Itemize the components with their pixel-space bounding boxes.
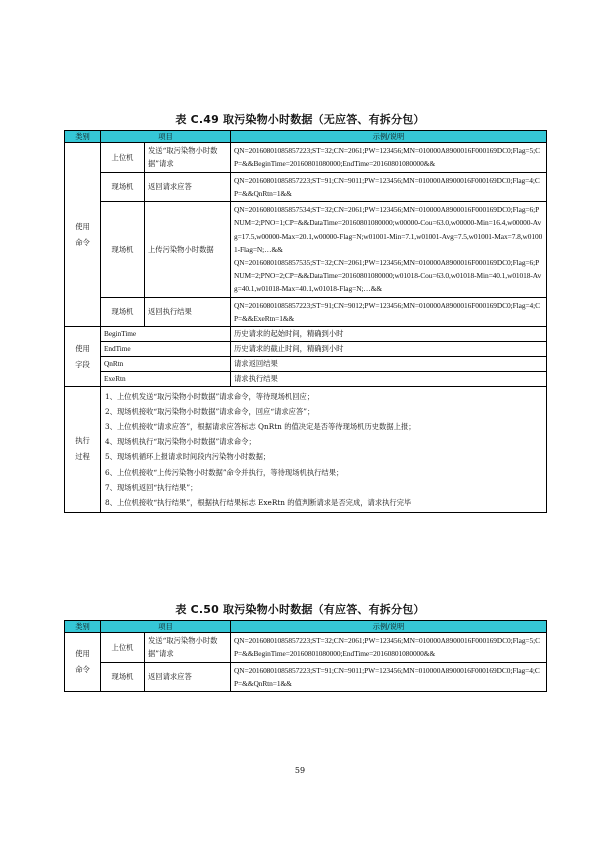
message-cell: QN=20160801085857223;ST=91;CN=9011;PW=123456;MN=010000A8900016F000169DC0;Flag=4;CP=&&QnRtn=1&& <box>231 662 547 691</box>
header-item: 项目 <box>101 621 231 633</box>
table-c50 <box>64 620 547 692</box>
action-cell: 返回请求应答 <box>145 172 231 201</box>
header-example: 示例/说明 <box>231 621 547 633</box>
device-cell: 上位机 <box>101 633 145 663</box>
action-cell: 返回执行结果 <box>145 297 231 326</box>
category-use-command <box>65 143 101 327</box>
table-c50-title: 表 C.50 取污染物小时数据（有应答、有拆分包） <box>175 603 425 616</box>
process-step: 5、现场机循环上报请求时间段内污染物小时数据； <box>105 452 271 462</box>
category-label: 使用 字段 <box>75 343 90 369</box>
device-cell: 上位机 <box>101 143 145 173</box>
message-cell <box>231 202 547 297</box>
process-step: 7、现场机返回“执行结果”； <box>105 482 198 492</box>
category-process <box>65 387 101 513</box>
device-cell: 现场机 <box>101 172 145 201</box>
table-row <box>65 327 547 342</box>
field-name: QnRtn <box>101 357 231 372</box>
table-row <box>65 372 547 387</box>
field-desc: 历史请求的起始时间，精确到小时 <box>231 327 547 342</box>
action-cell: 上传污染物小时数据 <box>145 202 231 297</box>
page-number: 59 <box>294 766 306 775</box>
process-step: 2、现场机接收“取污染物小时数据”请求命令，回应“请求应答”； <box>105 407 315 417</box>
table-row <box>65 342 547 357</box>
table-row <box>65 387 547 513</box>
field-desc: 历史请求的截止时间，精确到小时 <box>231 342 547 357</box>
category-use-field <box>65 327 101 387</box>
device-cell: 现场机 <box>101 662 145 691</box>
field-name: ExeRtn <box>101 372 231 387</box>
table-row <box>65 662 547 691</box>
device-cell: 现场机 <box>101 297 145 326</box>
action-cell: 返回请求应答 <box>145 662 231 691</box>
table-c49 <box>64 130 547 513</box>
header-example: 示例/说明 <box>231 131 547 143</box>
message-packet-2: QN=20160801085857535;ST=32;CN=2061;PW=123456;MN=010000A8900016F000169DC0;Flag=6;PNUM=2;PNO=2;CP=&&DataTime=20160801080000;w01018-Cou=63.0,w01018-Min=40.1,w01018-Avg=40.1,w01018-Max=40.1,w01018-Flag=N;…&& <box>234 258 542 294</box>
header-category: 类别 <box>65 131 101 143</box>
message-cell: QN=20160801085857223;ST=32;CN=2061;PW=123456;MN=010000A8900016F000169DC0;Flag=5;CP=&&BeginTime=20160801080000;EndTime=20160801080000&& <box>231 633 547 663</box>
process-step: 3、上位机接收“请求应答”，根据请求应答标志 QnRtn 的值决定是否等待现场机历史数据上报； <box>105 422 416 432</box>
action-cell: 发送“取污染物小时数据”请求 <box>145 143 231 173</box>
field-desc: 请求返回结果 <box>231 357 547 372</box>
category-label: 使用 命令 <box>75 649 90 675</box>
table-row <box>65 357 547 372</box>
table-row <box>65 633 547 663</box>
process-step: 1、上位机发送“取污染物小时数据”请求命令，等待现场机回应； <box>105 392 315 402</box>
header-item: 项目 <box>101 131 231 143</box>
message-cell: QN=20160801085857223;ST=32;CN=2061;PW=123456;MN=010000A8900016F000169DC0;Flag=5;CP=&&BeginTime=20160801080000;EndTime=20160801080000&& <box>231 143 547 173</box>
action-cell: 发送“取污染物小时数据”请求 <box>145 633 231 663</box>
table-row <box>65 297 547 326</box>
message-cell: QN=20160801085857223;ST=91;CN=9011;PW=123456;MN=010000A8900016F000169DC0;Flag=4;CP=&&QnRtn=1&& <box>231 172 547 201</box>
process-step: 8、上位机接收“执行结果”，根据执行结果标志 ExeRtn 的值判断请求是否完成，请求执行完毕 <box>105 497 412 507</box>
field-name: BeginTime <box>101 327 231 342</box>
table-row <box>65 202 547 297</box>
message-cell: QN=20160801085857223;ST=91;CN=9012;PW=123456;MN=010000A8900016F000169DC0;Flag=4;CP=&&ExeRtn=1&& <box>231 297 547 326</box>
table-row <box>65 172 547 201</box>
field-desc: 请求执行结果 <box>231 372 547 387</box>
header-category: 类别 <box>65 621 101 633</box>
process-step: 4、现场机执行“取污染物小时数据”请求命令； <box>105 437 256 447</box>
category-use-command <box>65 633 101 692</box>
category-label: 使用 命令 <box>75 221 90 247</box>
table-header-row <box>65 621 547 633</box>
field-name: EndTime <box>101 342 231 357</box>
device-cell: 现场机 <box>101 202 145 297</box>
process-steps <box>101 387 547 513</box>
table-c49-title: 表 C.49 取污染物小时数据（无应答、有拆分包） <box>175 113 425 126</box>
table-row <box>65 143 547 173</box>
category-label: 执行 过程 <box>75 436 90 462</box>
table-header-row <box>65 131 547 143</box>
message-packet-1: QN=20160801085857534;ST=32;CN=2061;PW=123456;MN=010000A8900016F000169DC0;Flag=6;PNUM=2;PNO=1;CP=&&DataTime=20160801080000;w00000-Cou=63.0,w00000-Min=16.4,w00000-Avg=17.5,w00000-Max=20.1,w00000-Flag=N;w01001-Min=7.1,w01001-Avg=7.5,w01001-Max=7.8,w01001-Flag=N;…&& <box>234 205 543 254</box>
process-step: 6、上位机接收“上传污染物小时数据”命令并执行，等待现场机执行结果； <box>105 467 344 477</box>
